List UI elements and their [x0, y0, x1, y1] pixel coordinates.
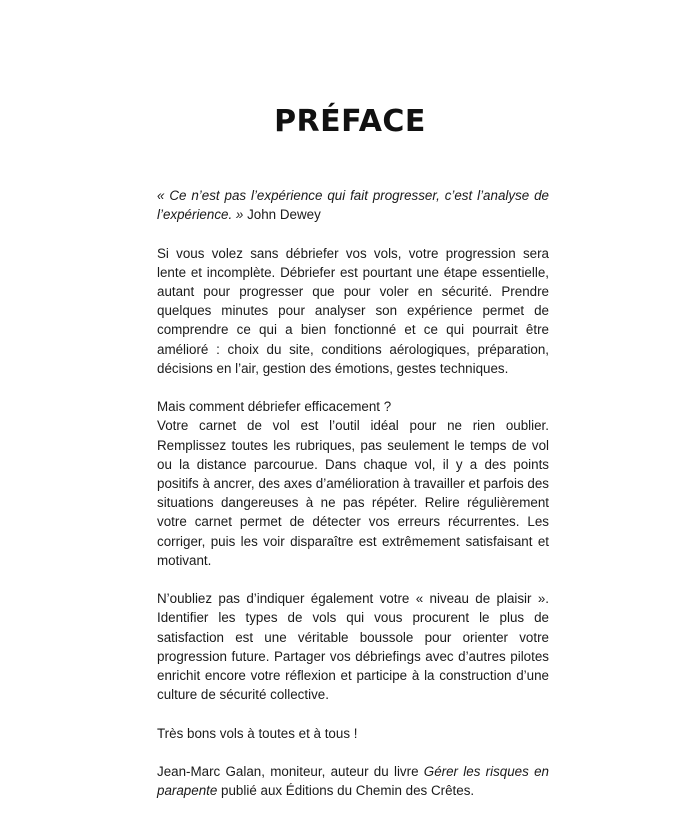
page-title: PRÉFACE — [274, 104, 426, 139]
preface-body — [157, 186, 549, 820]
epigraph-quote: « Ce n’est pas l’expérience qui fait progresser, c’est l’analyse de l’expérience. » — [157, 188, 549, 223]
paragraph-1: Si vous volez sans débriefer vos vols, votre progression sera lente et incomplète. Débriefer est pourtant une étape essentielle, autant pour progresser que pour voler en sécurité. Prendre quelques minutes pour analyser son expérience permet de comprendre ce qui a bien fonctionné et ce qui pourrait être amélioré : choix du site, conditions aérologiques, préparation, décisions en l’air, gestion des émotions, gestes techniques. — [157, 245, 549, 376]
epigraph-author: John Dewey — [243, 207, 321, 223]
signature — [157, 762, 549, 800]
signature-intro: Jean-Marc Galan, moniteur, auteur du livre — [157, 764, 424, 780]
question-line: Mais comment débriefer efficacement ? — [157, 399, 392, 415]
paragraph-2: Votre carnet de vol est l’outil idéal pour ne rien oublier. Remplissez toutes les rubriques, pas seulement le temps de vol ou la distance parcourue. Dans chaque vol, il y a des points positifs à ancrer, des axes d’amélioration à travailler et parfois des situations dangereuses à ne pas répéter. Relire régulièrement votre carnet permet de détecter vos erreurs récurrentes. Les corriger, puis les voir disparaître est extrêmement satisfaisant et motivant. — [157, 418, 549, 568]
book-title: Gérer les risques en parapente — [157, 764, 549, 799]
paragraph-3: N’oubliez pas d’indiquer également votre « niveau de plaisir ». Identifier les types de vols qui vous procurent le plus de satisfaction est une véritable boussole pour orienter votre progression future. Partager vos débriefings avec d’autres pilotes enrichit encore votre réflexion et participe à la construction d’une culture de sécurité collective. — [157, 591, 549, 703]
paragraph-4: Très bons vols à toutes et à tous ! — [157, 725, 358, 741]
epigraph — [157, 186, 549, 224]
signature-outro: publié aux Éditions du Chemin des Crêtes. — [217, 783, 475, 799]
